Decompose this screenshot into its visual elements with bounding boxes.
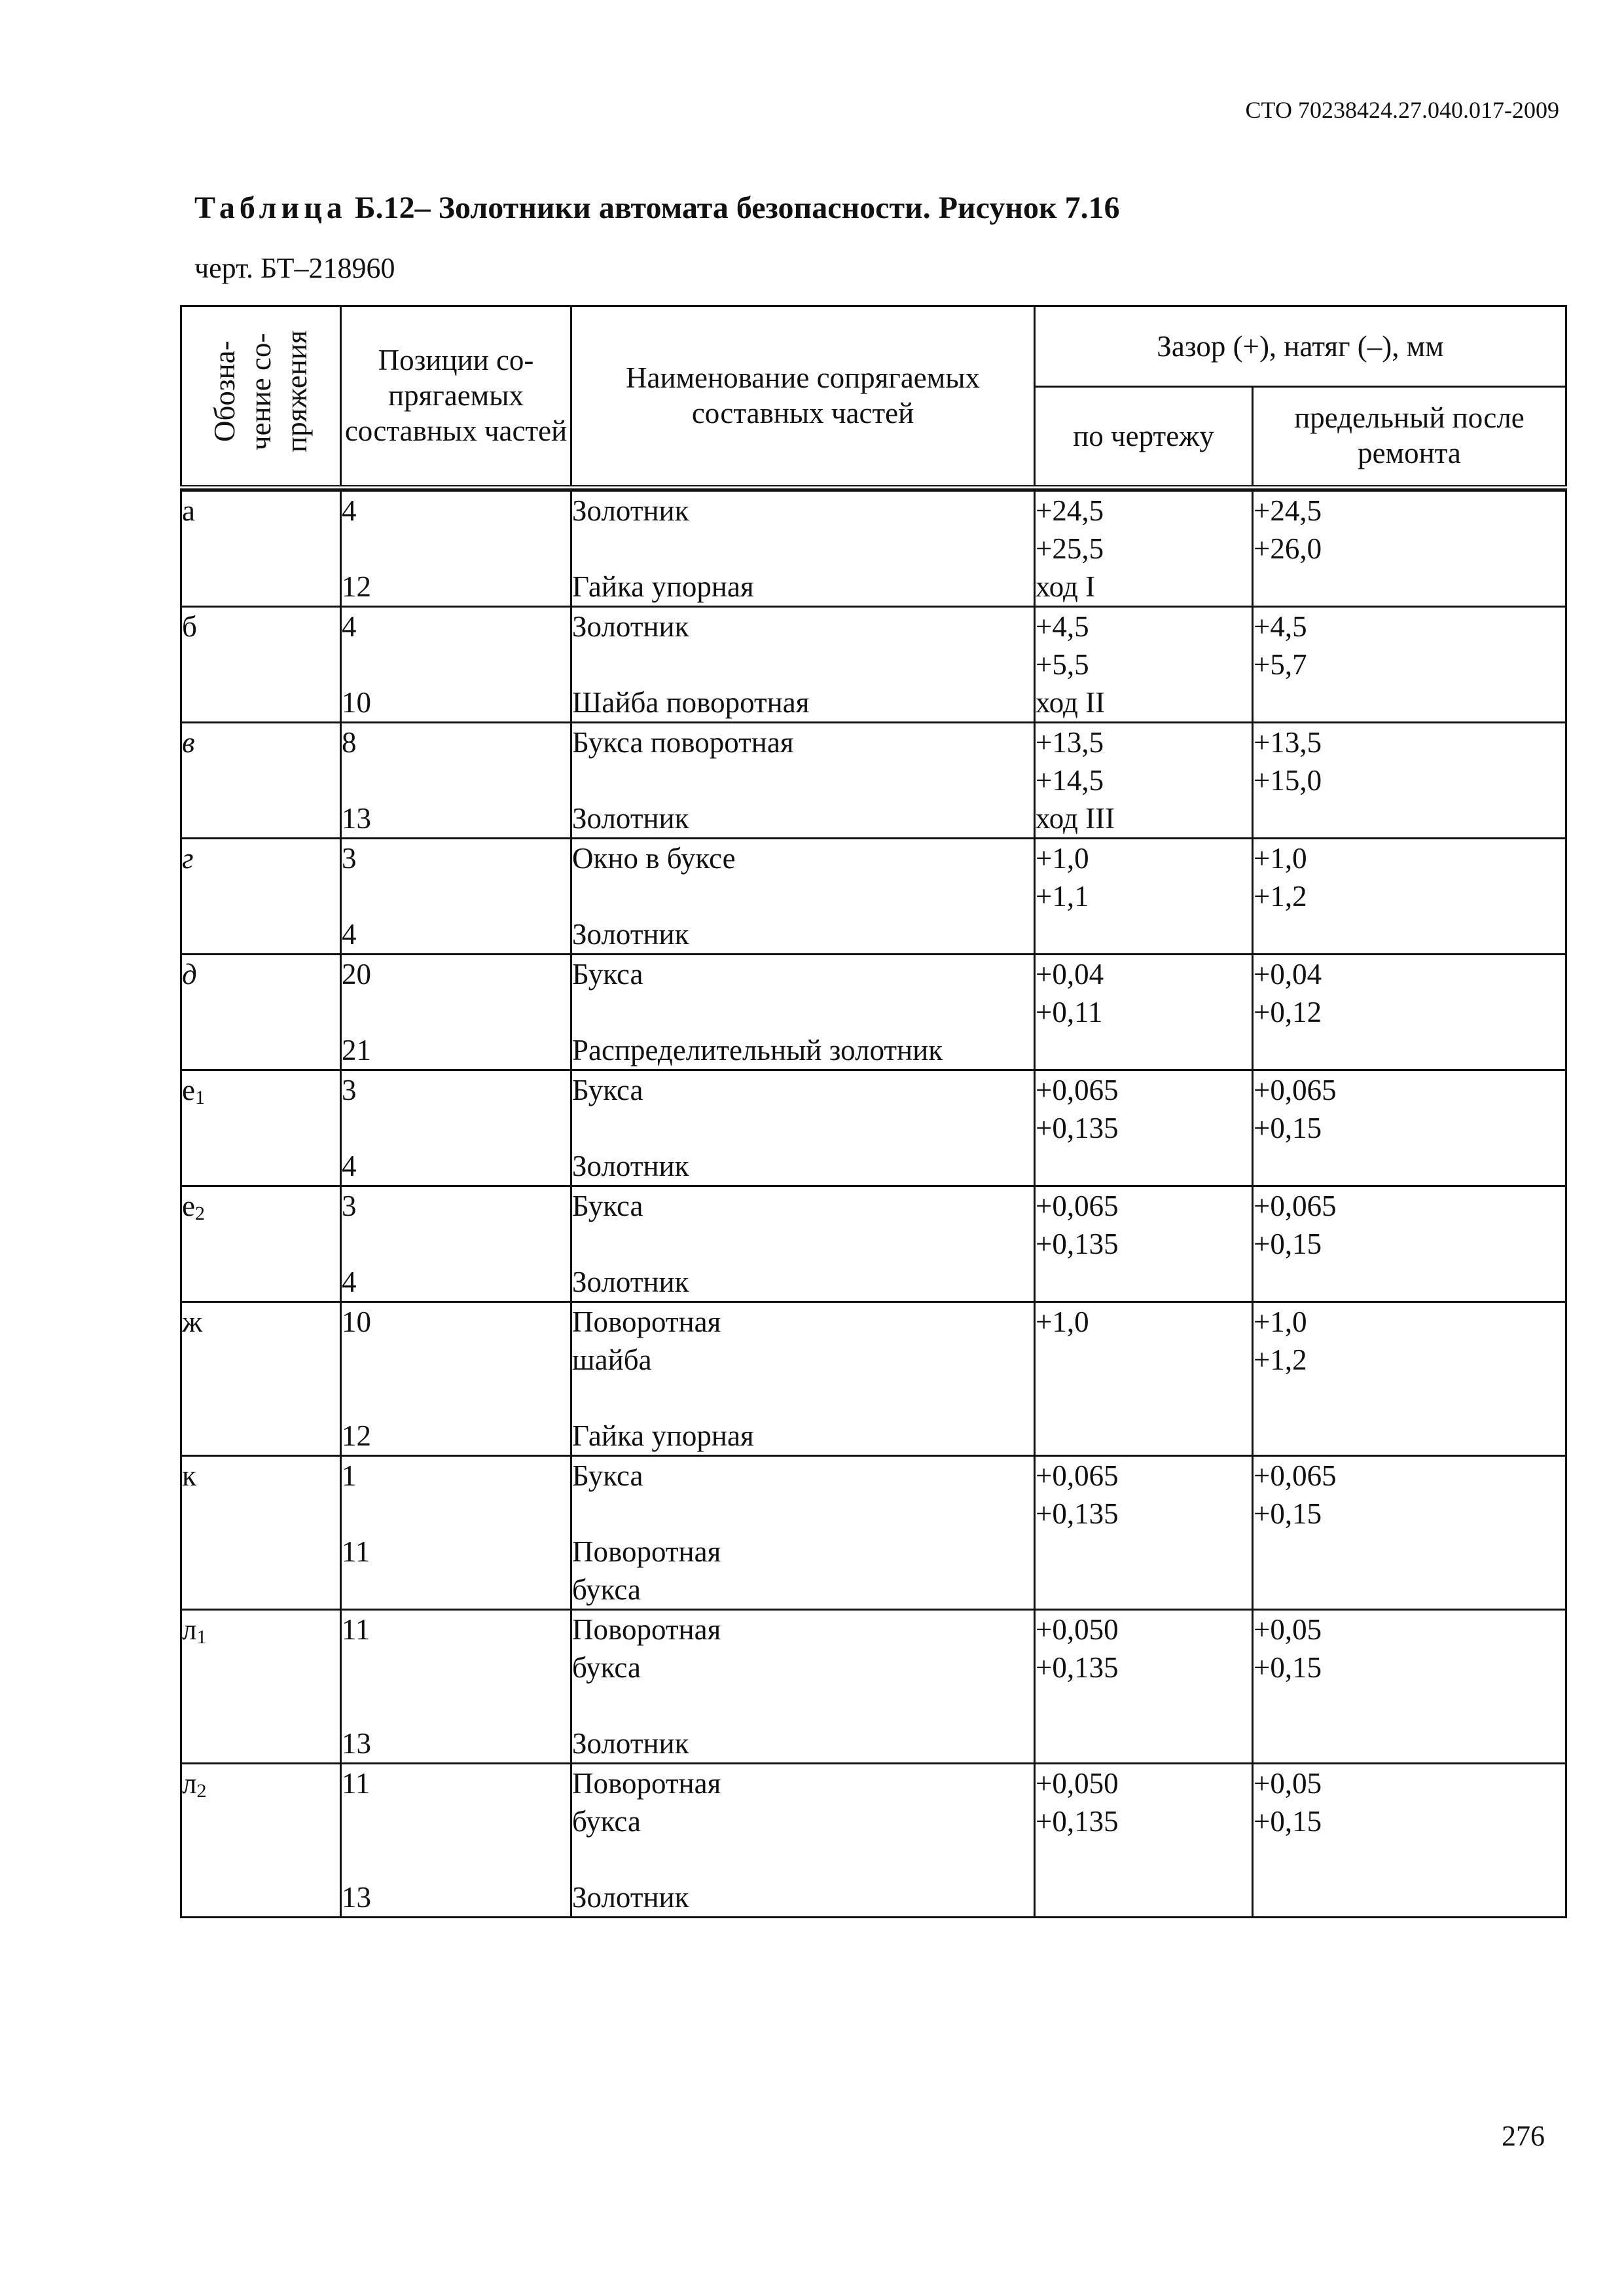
cell-by-drawing-line: +0,135 xyxy=(1036,1805,1119,1838)
table-row xyxy=(181,839,1566,955)
cell-by-drawing-line: +0,065 xyxy=(1036,1074,1119,1106)
cell-positions-line: 13 xyxy=(342,802,371,835)
cell-positions-line xyxy=(342,877,570,915)
cell-by-drawing-line: +13,5 xyxy=(1036,726,1104,759)
table-row xyxy=(181,1070,1566,1186)
cell-positions-line: 1 xyxy=(342,1459,357,1492)
table-row xyxy=(181,1456,1566,1610)
header-limit-after-repair xyxy=(1253,386,1566,487)
cell-names-line xyxy=(572,530,1034,568)
cell-limit xyxy=(1253,1764,1566,1918)
designation-text: ж xyxy=(182,1305,203,1338)
cell-by-drawing-line: +0,04 xyxy=(1036,958,1104,991)
cell-by-drawing xyxy=(1035,1456,1253,1610)
cell-positions-line xyxy=(342,1495,570,1533)
cell-positions xyxy=(341,1610,571,1764)
cell-positions-line: 4 xyxy=(342,1266,357,1298)
cell-names-line: Золотник xyxy=(572,1266,689,1298)
cell-limit xyxy=(1253,607,1566,723)
cell-names-line: Поворотная xyxy=(572,1767,721,1800)
header-limit-label: предельный после ремонта xyxy=(1294,401,1525,470)
cell-designation xyxy=(181,1186,341,1302)
cell-by-drawing-line: +4,5 xyxy=(1036,610,1089,643)
cell-by-drawing-line: +0,135 xyxy=(1036,1228,1119,1260)
cell-positions xyxy=(341,1186,571,1302)
cell-names-line xyxy=(572,877,1034,915)
designation-text: л xyxy=(182,1613,197,1646)
cell-by-drawing-line: +0,11 xyxy=(1036,996,1103,1029)
cell-designation xyxy=(181,1610,341,1764)
designation-subscript: 1 xyxy=(194,1087,205,1108)
cell-positions-line: 10 xyxy=(342,686,371,719)
cell-designation xyxy=(181,1070,341,1186)
cell-limit-line: +1,0 xyxy=(1254,842,1307,875)
cell-by-drawing xyxy=(1035,955,1253,1070)
cell-positions-line xyxy=(342,1341,570,1379)
cell-positions-line xyxy=(342,1649,570,1686)
header-by-drawing xyxy=(1035,386,1253,487)
cell-positions-line: 10 xyxy=(342,1305,371,1338)
cell-positions xyxy=(341,1764,571,1918)
cell-names-line xyxy=(572,1109,1034,1147)
cell-names-line: Золотник xyxy=(572,1727,689,1760)
header-names-label: Наименование сопрягаемых составных частей xyxy=(626,361,980,429)
cell-names xyxy=(571,1764,1035,1918)
cell-by-drawing xyxy=(1035,491,1253,607)
cell-names-line: Окно в буксе xyxy=(572,842,736,875)
cell-names-line xyxy=(572,1379,1034,1417)
cell-names-line: Золотник xyxy=(572,494,689,527)
cell-by-drawing-line: ход II xyxy=(1036,686,1106,719)
cell-positions-line xyxy=(342,530,570,568)
cell-names-line: Золотник xyxy=(572,1150,689,1182)
designation-text: е xyxy=(182,1190,195,1222)
table-row xyxy=(181,1610,1566,1764)
header-gap-group xyxy=(1035,306,1566,387)
cell-names-line: букса xyxy=(572,1805,641,1838)
cell-names xyxy=(571,723,1035,839)
cell-positions-line xyxy=(342,993,570,1031)
cell-names-line: Золотник xyxy=(572,1881,689,1914)
cell-designation xyxy=(181,723,341,839)
designation-text: д xyxy=(182,958,197,991)
cell-positions-line xyxy=(342,1225,570,1263)
cell-limit-line: +0,05 xyxy=(1254,1767,1322,1800)
cell-positions-line: 8 xyxy=(342,726,357,759)
cell-names-line: Шайба поворотная xyxy=(572,686,810,719)
cell-designation xyxy=(181,491,341,607)
cell-names xyxy=(571,491,1035,607)
header-positions xyxy=(341,306,571,488)
designation-subscript: 2 xyxy=(194,1203,205,1224)
table-row xyxy=(181,723,1566,839)
cell-limit xyxy=(1253,491,1566,607)
designation-subscript: 1 xyxy=(196,1626,207,1648)
cell-by-drawing xyxy=(1035,839,1253,955)
designation-text: б xyxy=(182,610,197,643)
cell-by-drawing-line: ход III xyxy=(1036,802,1115,835)
cell-limit-line: +0,05 xyxy=(1254,1613,1322,1646)
cell-positions-line: 3 xyxy=(342,1074,357,1106)
cell-limit-line: +0,065 xyxy=(1254,1190,1337,1222)
cell-positions-line xyxy=(342,646,570,683)
cell-positions-line: 3 xyxy=(342,842,357,875)
cell-limit xyxy=(1253,1456,1566,1610)
designation-text: л xyxy=(182,1767,197,1800)
cell-names-line: Букса xyxy=(572,1190,643,1222)
cell-limit xyxy=(1253,723,1566,839)
cell-by-drawing-line: ход I xyxy=(1036,570,1096,603)
cell-by-drawing-line: +0,065 xyxy=(1036,1190,1119,1222)
cell-names-line: Поворотная xyxy=(572,1613,721,1646)
cell-by-drawing xyxy=(1035,1070,1253,1186)
cell-names xyxy=(571,1302,1035,1456)
table-title-prefix: Таблица xyxy=(194,191,347,225)
cell-limit-line: +0,04 xyxy=(1254,958,1322,991)
cell-positions-line xyxy=(342,1571,570,1609)
cell-designation xyxy=(181,955,341,1070)
cell-names-line: букса xyxy=(572,1573,641,1606)
cell-by-drawing-line: +0,050 xyxy=(1036,1767,1119,1800)
cell-names-line: Гайка упорная xyxy=(572,1419,754,1452)
table-row xyxy=(181,1302,1566,1456)
table-row xyxy=(181,1186,1566,1302)
document-code: СТО 70238424.27.040.017-2009 xyxy=(1245,97,1559,123)
cell-by-drawing-line: +0,050 xyxy=(1036,1613,1119,1646)
cell-by-drawing-line: +5,5 xyxy=(1036,648,1089,681)
header-by-drawing-label: по чертежу xyxy=(1073,420,1214,453)
cell-limit xyxy=(1253,839,1566,955)
cell-names-line: Золотник xyxy=(572,610,689,643)
cell-names-line: букса xyxy=(572,1651,641,1684)
cell-positions-line: 11 xyxy=(342,1767,370,1800)
cell-limit-line: +4,5 xyxy=(1254,610,1307,643)
cell-positions-line: 21 xyxy=(342,1034,371,1066)
cell-positions-line: 20 xyxy=(342,958,371,991)
cell-names-line: Гайка упорная xyxy=(572,570,754,603)
cell-limit xyxy=(1253,1186,1566,1302)
designation-text: е xyxy=(182,1074,195,1106)
cell-names xyxy=(571,1070,1035,1186)
cell-limit-line: +0,12 xyxy=(1254,996,1322,1029)
cell-positions-line: 11 xyxy=(342,1613,370,1646)
cell-positions xyxy=(341,839,571,955)
cell-designation xyxy=(181,1764,341,1918)
cell-limit-line: +5,7 xyxy=(1254,648,1307,681)
header-designation xyxy=(181,306,341,488)
cell-positions-line xyxy=(342,1109,570,1147)
designation-text: к xyxy=(182,1459,196,1492)
cell-positions-line: 4 xyxy=(342,1150,357,1182)
cell-names xyxy=(571,955,1035,1070)
cell-names-line xyxy=(572,1840,1034,1878)
table-title-text: Б.12– Золотники автомата безопасности. Рисунок 7.16 xyxy=(354,191,1120,225)
cell-designation xyxy=(181,1456,341,1610)
cell-positions-line xyxy=(342,1840,570,1878)
cell-limit-line: +0,15 xyxy=(1254,1651,1322,1684)
cell-positions-line: 3 xyxy=(342,1190,357,1222)
cell-positions xyxy=(341,607,571,723)
cell-by-drawing xyxy=(1035,1764,1253,1918)
cell-names-line xyxy=(572,1686,1034,1724)
cell-by-drawing-line: +0,135 xyxy=(1036,1112,1119,1144)
cell-by-drawing xyxy=(1035,607,1253,723)
cell-positions-line: 4 xyxy=(342,610,357,643)
cell-names-line xyxy=(572,1495,1034,1533)
cell-limit-line: +0,15 xyxy=(1254,1805,1322,1838)
cell-by-drawing-line: +1,1 xyxy=(1036,880,1089,913)
cell-names-line: шайба xyxy=(572,1343,652,1376)
cell-names-line: Поворотная xyxy=(572,1535,721,1568)
cell-names-line: Букса xyxy=(572,1074,643,1106)
cell-by-drawing xyxy=(1035,1186,1253,1302)
table-row xyxy=(181,607,1566,723)
cell-positions-line xyxy=(342,1379,570,1417)
cell-positions-line: 13 xyxy=(342,1881,371,1914)
cell-limit xyxy=(1253,955,1566,1070)
tolerance-table xyxy=(180,305,1567,1918)
cell-by-drawing xyxy=(1035,1302,1253,1456)
cell-limit-line: +0,065 xyxy=(1254,1074,1337,1106)
cell-names xyxy=(571,607,1035,723)
cell-names-line: Поворотная xyxy=(572,1305,721,1338)
cell-limit-line: +0,065 xyxy=(1254,1459,1337,1492)
header-names xyxy=(571,306,1035,488)
cell-limit-line: +1,2 xyxy=(1254,880,1307,913)
cell-names-line xyxy=(572,1225,1034,1263)
cell-positions xyxy=(341,723,571,839)
cell-positions xyxy=(341,955,571,1070)
cell-positions xyxy=(341,1070,571,1186)
header-positions-label: Позиции со-прягаемых составных частей xyxy=(344,344,568,447)
designation-text: в xyxy=(182,726,195,759)
cell-limit xyxy=(1253,1610,1566,1764)
cell-names-line: Золотник xyxy=(572,802,689,835)
cell-limit-line: +15,0 xyxy=(1254,764,1322,797)
cell-by-drawing xyxy=(1035,1610,1253,1764)
cell-limit-line: +1,0 xyxy=(1254,1305,1307,1338)
designation-text: а xyxy=(182,494,195,527)
cell-names-line: Распределительный золотник xyxy=(572,1034,943,1066)
cell-limit-line: +13,5 xyxy=(1254,726,1322,759)
cell-names-line: Золотник xyxy=(572,918,689,951)
cell-names xyxy=(571,1610,1035,1764)
header-designation-label: Обозна-чение со-пряжения xyxy=(208,330,313,453)
designation-subscript: 2 xyxy=(196,1780,207,1802)
cell-by-drawing-line: +0,135 xyxy=(1036,1497,1119,1530)
cell-names xyxy=(571,1456,1035,1610)
cell-by-drawing-line: +0,135 xyxy=(1036,1651,1119,1684)
table-subtitle: черт. БТ–218960 xyxy=(194,252,395,284)
cell-by-drawing-line: +1,0 xyxy=(1036,1305,1089,1338)
cell-limit-line: +0,15 xyxy=(1254,1112,1322,1144)
cell-by-drawing-line: +24,5 xyxy=(1036,494,1104,527)
cell-limit xyxy=(1253,1070,1566,1186)
cell-positions-line xyxy=(342,1686,570,1724)
cell-names-line: Букса xyxy=(572,1459,643,1492)
header-gap-group-label: Зазор (+), натяг (–), мм xyxy=(1157,329,1444,363)
cell-positions xyxy=(341,1302,571,1456)
cell-limit xyxy=(1253,1302,1566,1456)
cell-limit-line: +0,15 xyxy=(1254,1497,1322,1530)
designation-text: г xyxy=(182,842,194,875)
cell-by-drawing-line: +25,5 xyxy=(1036,532,1104,565)
cell-positions-line xyxy=(342,1802,570,1840)
cell-by-drawing-line: +14,5 xyxy=(1036,764,1104,797)
cell-positions-line: 12 xyxy=(342,1419,371,1452)
cell-positions xyxy=(341,491,571,607)
cell-names-line xyxy=(572,993,1034,1031)
cell-by-drawing xyxy=(1035,723,1253,839)
cell-names xyxy=(571,1186,1035,1302)
cell-designation xyxy=(181,607,341,723)
cell-positions-line: 13 xyxy=(342,1727,371,1760)
cell-names-line: Букса поворотная xyxy=(572,726,794,759)
cell-positions-line: 4 xyxy=(342,918,357,951)
table-row xyxy=(181,1764,1566,1918)
cell-names-line xyxy=(572,761,1034,799)
table-row xyxy=(181,491,1566,607)
cell-by-drawing-line: +0,065 xyxy=(1036,1459,1119,1492)
cell-limit-line: +26,0 xyxy=(1254,532,1322,565)
cell-limit-line: +1,2 xyxy=(1254,1343,1307,1376)
cell-names-line: Букса xyxy=(572,958,643,991)
cell-names-line xyxy=(572,646,1034,683)
page-number: 276 xyxy=(1502,2120,1545,2152)
cell-positions-line: 4 xyxy=(342,494,357,527)
cell-designation xyxy=(181,1302,341,1456)
table-title xyxy=(194,190,1120,226)
cell-positions-line: 11 xyxy=(342,1535,370,1568)
cell-positions-line: 12 xyxy=(342,570,371,603)
cell-limit-line: +24,5 xyxy=(1254,494,1322,527)
cell-limit-line: +0,15 xyxy=(1254,1228,1322,1260)
table-row xyxy=(181,955,1566,1070)
cell-names xyxy=(571,839,1035,955)
cell-positions-line xyxy=(342,761,570,799)
cell-by-drawing-line: +1,0 xyxy=(1036,842,1089,875)
cell-positions xyxy=(341,1456,571,1610)
cell-designation xyxy=(181,839,341,955)
